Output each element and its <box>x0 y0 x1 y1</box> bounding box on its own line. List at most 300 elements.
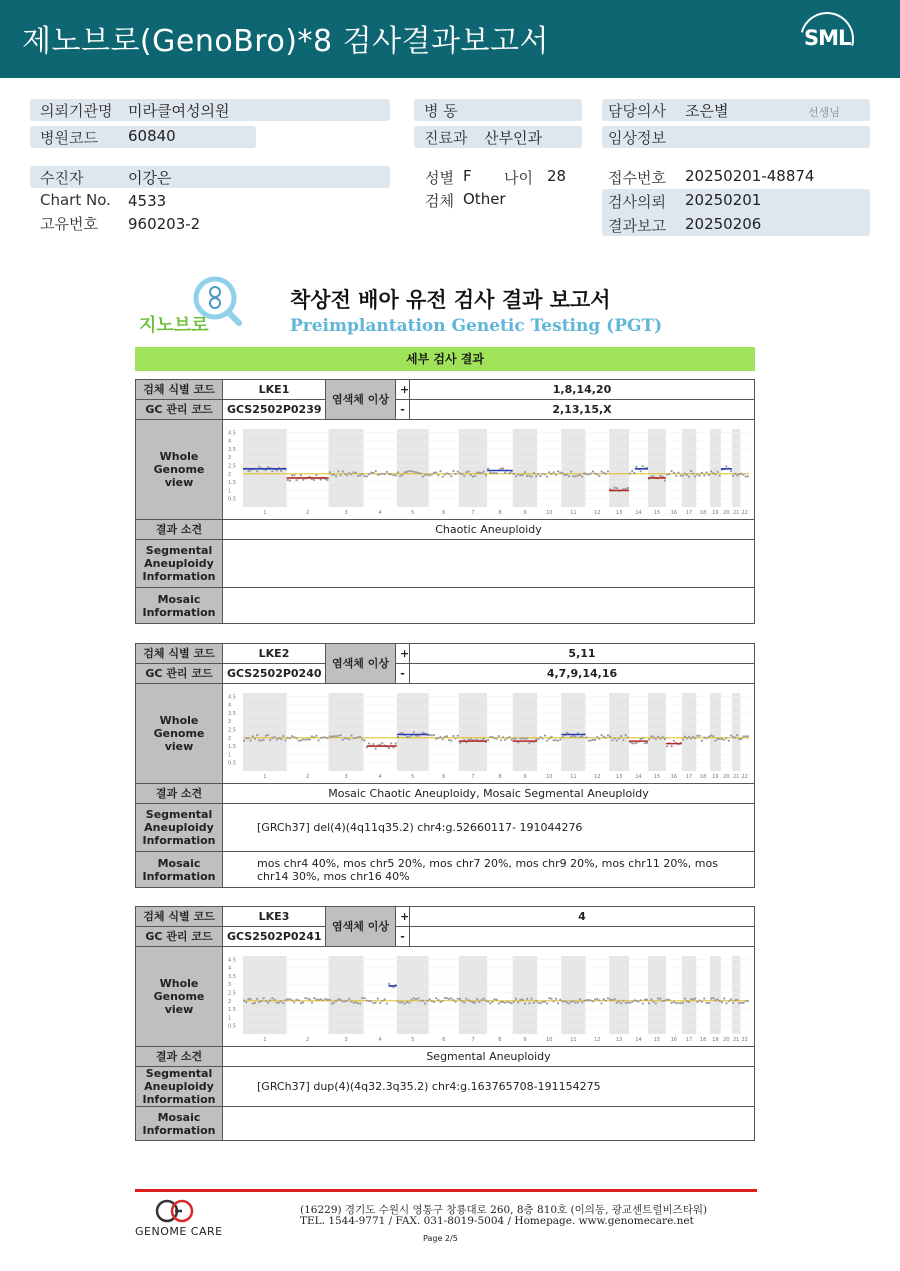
data-point <box>725 1002 727 1004</box>
data-point <box>397 1000 399 1002</box>
data-point <box>350 1000 352 1002</box>
requesting-institution: 미라클여성의원 <box>128 102 230 120</box>
doctor-label: 담당의사 <box>608 102 666 120</box>
specimen-code: LKE2 <box>223 644 326 664</box>
data-point <box>483 997 485 999</box>
data-point <box>379 743 381 745</box>
data-point <box>289 737 291 739</box>
data-point <box>375 747 377 749</box>
data-point <box>333 1001 335 1003</box>
data-point <box>363 739 365 741</box>
data-point <box>448 738 450 740</box>
x-tick-label: 4 <box>378 509 382 516</box>
data-point <box>637 1000 639 1002</box>
data-point <box>304 996 306 998</box>
data-point <box>506 737 508 739</box>
mosaic-label: Mosaic Information <box>136 588 223 624</box>
data-point <box>723 997 725 999</box>
x-tick-label: 6 <box>442 1036 446 1043</box>
data-point <box>633 742 635 744</box>
data-point <box>550 997 552 999</box>
data-point <box>252 1002 254 1004</box>
data-point <box>293 736 295 738</box>
data-point <box>712 997 714 999</box>
data-point <box>528 474 530 476</box>
data-point <box>461 999 463 1001</box>
data-point <box>269 999 271 1001</box>
data-point <box>590 999 592 1001</box>
x-tick-label: 7 <box>471 509 475 516</box>
data-point <box>448 997 450 999</box>
data-point <box>572 1000 574 1002</box>
data-point <box>675 474 677 476</box>
data-point <box>435 737 437 739</box>
data-point <box>448 473 450 475</box>
data-point <box>524 471 526 473</box>
data-point <box>437 474 439 476</box>
data-point <box>377 473 379 475</box>
data-point <box>572 475 574 477</box>
data-point <box>524 737 526 739</box>
data-point <box>267 466 269 468</box>
page-title: 제노브로(GenoBro)*8 검사결과보고서 <box>22 24 549 59</box>
data-point <box>622 738 624 740</box>
x-tick-label: 19 <box>712 773 719 780</box>
data-point <box>668 998 670 1000</box>
data-point <box>331 473 333 475</box>
finding-label: 결과 소견 <box>136 520 223 540</box>
data-point <box>607 997 609 999</box>
x-tick-label: 13 <box>615 509 623 516</box>
data-point <box>439 470 441 472</box>
data-point <box>515 475 517 477</box>
data-point <box>526 737 528 739</box>
x-tick-label: 1 <box>263 509 267 516</box>
gain-sign: + <box>396 644 410 664</box>
data-point <box>592 470 594 472</box>
data-point <box>725 736 727 738</box>
data-point <box>640 738 642 740</box>
data-point <box>701 471 703 473</box>
data-point <box>719 474 721 476</box>
data-point <box>335 475 337 477</box>
x-tick-label: 14 <box>635 773 642 780</box>
gain-chromosomes: 1,8,14,20 <box>410 380 755 400</box>
data-point <box>388 982 390 984</box>
data-point <box>361 738 363 740</box>
data-point <box>616 1001 618 1003</box>
data-point <box>329 471 331 473</box>
data-point <box>415 997 417 999</box>
data-point <box>276 738 278 740</box>
data-point <box>535 475 537 477</box>
data-point <box>478 1000 480 1002</box>
data-point <box>485 999 487 1001</box>
data-point <box>355 1001 357 1003</box>
data-point <box>635 999 637 1001</box>
data-point <box>673 471 675 473</box>
x-tick-label: 22 <box>741 773 748 780</box>
data-point <box>577 474 579 476</box>
receipt-no: 20250201-48874 <box>685 167 815 185</box>
data-point <box>256 470 258 472</box>
data-point <box>487 467 489 469</box>
receipt-no-label: 접수번호 <box>608 169 666 187</box>
data-point <box>553 739 555 741</box>
data-point <box>546 739 548 741</box>
data-point <box>640 999 642 1001</box>
data-point <box>491 472 493 474</box>
department-label: 진료과 <box>424 129 468 147</box>
y-tick-label: 4.5 <box>228 429 236 436</box>
data-point <box>493 737 495 739</box>
data-point <box>730 998 732 1000</box>
data-point <box>433 1000 435 1002</box>
data-point <box>725 465 727 467</box>
x-tick-label: 21 <box>732 1036 740 1043</box>
data-point <box>359 735 361 737</box>
data-point <box>579 473 581 475</box>
data-point <box>415 471 417 473</box>
data-point <box>712 735 714 737</box>
data-point <box>397 735 399 737</box>
data-point <box>546 475 548 477</box>
data-point <box>260 739 262 741</box>
data-point <box>575 475 577 477</box>
data-point <box>311 735 313 737</box>
data-point <box>657 997 659 999</box>
data-point <box>732 735 734 737</box>
data-point <box>489 471 491 473</box>
data-point <box>293 474 295 476</box>
data-point <box>346 999 348 1001</box>
data-point <box>655 1002 657 1004</box>
data-point <box>450 997 452 999</box>
data-point <box>747 999 749 1001</box>
data-point <box>422 999 424 1001</box>
data-point <box>483 470 485 472</box>
data-point <box>399 474 401 476</box>
data-point <box>467 999 469 1001</box>
data-point <box>313 996 315 998</box>
data-point <box>309 738 311 740</box>
data-point <box>513 737 515 739</box>
x-tick-label: 11 <box>570 509 577 516</box>
data-point <box>696 734 698 736</box>
data-point <box>736 734 738 736</box>
x-tick-label: 5 <box>411 1036 415 1043</box>
data-point <box>291 474 293 476</box>
data-point <box>592 1000 594 1002</box>
data-point <box>442 999 444 1001</box>
section-title: 세부 검사 결과 <box>135 347 755 371</box>
data-point <box>600 1002 602 1004</box>
data-point <box>247 736 249 738</box>
x-tick-label: 12 <box>594 1036 601 1043</box>
test-request-label: 검사의뢰 <box>608 193 666 211</box>
report-title-en: Preimplantation Genetic Testing (PGT) <box>290 316 663 336</box>
data-point <box>675 1001 677 1003</box>
y-tick-label: 1.5 <box>228 479 236 486</box>
data-point <box>337 734 339 736</box>
data-point <box>705 1001 707 1003</box>
data-point <box>688 475 690 477</box>
data-point <box>570 1000 572 1002</box>
report-title-ko: 착상전 배아 유전 검사 결과 보고서 <box>290 288 611 312</box>
data-point <box>410 998 412 1000</box>
data-point <box>616 487 618 489</box>
data-point <box>289 479 291 481</box>
data-point <box>537 737 539 739</box>
data-point <box>410 470 412 472</box>
data-point <box>710 470 712 472</box>
unique-no: 960203-2 <box>128 215 201 233</box>
data-point <box>692 998 694 1000</box>
data-point <box>596 997 598 999</box>
data-point <box>688 735 690 737</box>
data-point <box>390 742 392 744</box>
data-point <box>502 1000 504 1002</box>
x-tick-label: 9 <box>523 1036 527 1043</box>
data-point <box>413 470 415 472</box>
data-point <box>344 472 346 474</box>
data-point <box>331 1002 333 1004</box>
data-point <box>335 999 337 1001</box>
y-tick-label: 4 <box>228 965 232 972</box>
data-point <box>710 997 712 999</box>
data-point <box>714 999 716 1001</box>
data-point <box>439 1000 441 1002</box>
data-point <box>485 474 487 476</box>
data-point <box>481 471 483 473</box>
segmental-label: Segmental Aneuploidy Information <box>136 1067 223 1107</box>
data-point <box>596 473 598 475</box>
data-point <box>594 998 596 1000</box>
data-point <box>544 734 546 736</box>
data-point <box>708 735 710 737</box>
data-point <box>293 1001 295 1003</box>
data-point <box>686 1000 688 1002</box>
data-point <box>372 742 374 744</box>
hospital-code: 60840 <box>128 127 176 145</box>
data-point <box>386 470 388 472</box>
segmental-label: Segmental Aneuploidy Information <box>136 804 223 852</box>
data-point <box>478 471 480 473</box>
data-point <box>603 471 605 473</box>
data-point <box>642 1002 644 1004</box>
data-point <box>611 998 613 1000</box>
age-label: 나이 <box>504 169 533 187</box>
data-point <box>426 473 428 475</box>
data-point <box>585 999 587 1001</box>
y-tick-label: 4.5 <box>228 693 236 700</box>
data-point <box>708 473 710 475</box>
data-point <box>548 471 550 473</box>
x-tick-label: 10 <box>546 509 553 516</box>
data-point <box>366 999 368 1001</box>
data-point <box>510 1002 512 1004</box>
data-point <box>682 1001 684 1003</box>
data-point <box>282 1002 284 1004</box>
data-point <box>348 472 350 474</box>
data-point <box>566 1001 568 1003</box>
requesting-institution-label: 의뢰기관명 <box>40 102 113 120</box>
data-point <box>311 1001 313 1003</box>
data-point <box>659 997 661 999</box>
finding: Mosaic Chaotic Aneuploidy, Mosaic Segmental Aneuploidy <box>223 784 755 804</box>
data-point <box>618 737 620 739</box>
data-point <box>357 474 359 476</box>
mosaic-label: Mosaic Information <box>136 852 223 888</box>
data-point <box>579 736 581 738</box>
sample-table <box>135 643 755 888</box>
data-point <box>401 474 403 476</box>
data-point <box>745 475 747 477</box>
data-point <box>701 1000 703 1002</box>
finding: Segmental Aneuploidy <box>223 1047 755 1067</box>
x-tick-label: 16 <box>670 1036 678 1043</box>
y-tick-label: 2.5 <box>228 463 236 470</box>
data-point <box>732 474 734 476</box>
data-point <box>688 1000 690 1002</box>
data-point <box>258 739 260 741</box>
x-tick-label: 10 <box>546 773 553 780</box>
data-point <box>694 475 696 477</box>
data-point <box>555 997 557 999</box>
data-point <box>605 736 607 738</box>
data-point <box>583 999 585 1001</box>
x-tick-label: 16 <box>670 509 678 516</box>
data-point <box>300 474 302 476</box>
data-point <box>708 1001 710 1003</box>
data-point <box>526 997 528 999</box>
data-point <box>566 731 568 733</box>
x-tick-label: 17 <box>685 509 693 516</box>
svg-text:지노브로: 지노브로 <box>139 315 209 336</box>
patient-label: 수진자 <box>40 169 84 187</box>
data-point <box>304 738 306 740</box>
data-point <box>701 739 703 741</box>
data-point <box>734 999 736 1001</box>
data-point <box>399 1001 401 1003</box>
data-point <box>564 474 566 476</box>
data-point <box>714 473 716 475</box>
info-row-bg <box>30 166 390 188</box>
data-point <box>353 1001 355 1003</box>
data-point <box>550 472 552 474</box>
x-tick-label: 6 <box>442 509 446 516</box>
mosaic-info: mos chr4 40%, mos chr5 20%, mos chr7 20%, mos chr9 20%, mos chr11 20%, mos chr14 30%, mos chr16 40% <box>223 852 755 888</box>
x-tick-label: 3 <box>344 509 348 516</box>
x-tick-label: 18 <box>699 1036 707 1043</box>
data-point <box>381 742 383 744</box>
data-point <box>322 999 324 1001</box>
result-report-label: 결과보고 <box>608 217 666 235</box>
chrom-abn-label: 염색체 이상 <box>326 907 396 947</box>
data-point <box>627 736 629 738</box>
data-point <box>450 475 452 477</box>
data-point <box>337 998 339 1000</box>
y-tick-label: 1 <box>228 487 232 494</box>
data-point <box>694 736 696 738</box>
data-point <box>267 733 269 735</box>
data-point <box>740 737 742 739</box>
data-point <box>644 998 646 1000</box>
data-point <box>422 475 424 477</box>
data-point <box>489 1002 491 1004</box>
data-point <box>306 738 308 740</box>
data-point <box>284 739 286 741</box>
data-point <box>408 735 410 737</box>
data-point <box>392 474 394 476</box>
data-point <box>368 742 370 744</box>
data-point <box>435 471 437 473</box>
x-tick-label: 19 <box>712 1036 719 1043</box>
data-point <box>263 738 265 740</box>
data-point <box>557 739 559 741</box>
data-point <box>375 470 377 472</box>
segmental-info <box>223 540 755 588</box>
data-point <box>696 473 698 475</box>
x-tick-label: 8 <box>498 509 502 516</box>
data-point <box>355 737 357 739</box>
data-point <box>625 1001 627 1003</box>
data-point <box>291 735 293 737</box>
data-point <box>603 735 605 737</box>
data-point <box>721 737 723 739</box>
data-point <box>346 474 348 476</box>
data-point <box>631 469 633 471</box>
data-point <box>329 998 331 1000</box>
x-tick-label: 6 <box>442 773 446 780</box>
chrom-abn-label: 염색체 이상 <box>326 644 396 684</box>
data-point <box>435 997 437 999</box>
data-point <box>287 478 289 480</box>
x-tick-label: 3 <box>344 773 348 780</box>
data-point <box>500 739 502 741</box>
x-tick-label: 5 <box>411 773 415 780</box>
data-point <box>699 999 701 1001</box>
x-tick-label: 2 <box>306 509 310 516</box>
data-point <box>404 1002 406 1004</box>
data-point <box>535 738 537 740</box>
data-point <box>446 472 448 474</box>
y-tick-label: 0.5 <box>228 760 236 767</box>
specimen: Other <box>463 190 506 208</box>
data-point <box>318 998 320 1000</box>
data-point <box>269 738 271 740</box>
x-tick-label: 4 <box>378 773 382 780</box>
data-point <box>408 1001 410 1003</box>
data-point <box>383 998 385 1000</box>
data-point <box>703 997 705 999</box>
data-point <box>659 737 661 739</box>
data-point <box>450 739 452 741</box>
x-tick-label: 10 <box>546 1036 553 1043</box>
y-tick-label: 3 <box>228 454 232 461</box>
y-tick-label: 1 <box>228 751 232 758</box>
y-tick-label: 0.5 <box>228 496 236 503</box>
x-tick-label: 21 <box>732 773 740 780</box>
y-tick-label: 3 <box>228 718 232 725</box>
data-point <box>395 742 397 744</box>
gc-code-label: GC 관리 코드 <box>136 400 223 420</box>
data-point <box>544 473 546 475</box>
data-point <box>664 479 666 481</box>
data-point <box>629 472 631 474</box>
hospital-code-label: 병원코드 <box>40 129 98 147</box>
y-tick-label: 4.5 <box>228 956 236 963</box>
